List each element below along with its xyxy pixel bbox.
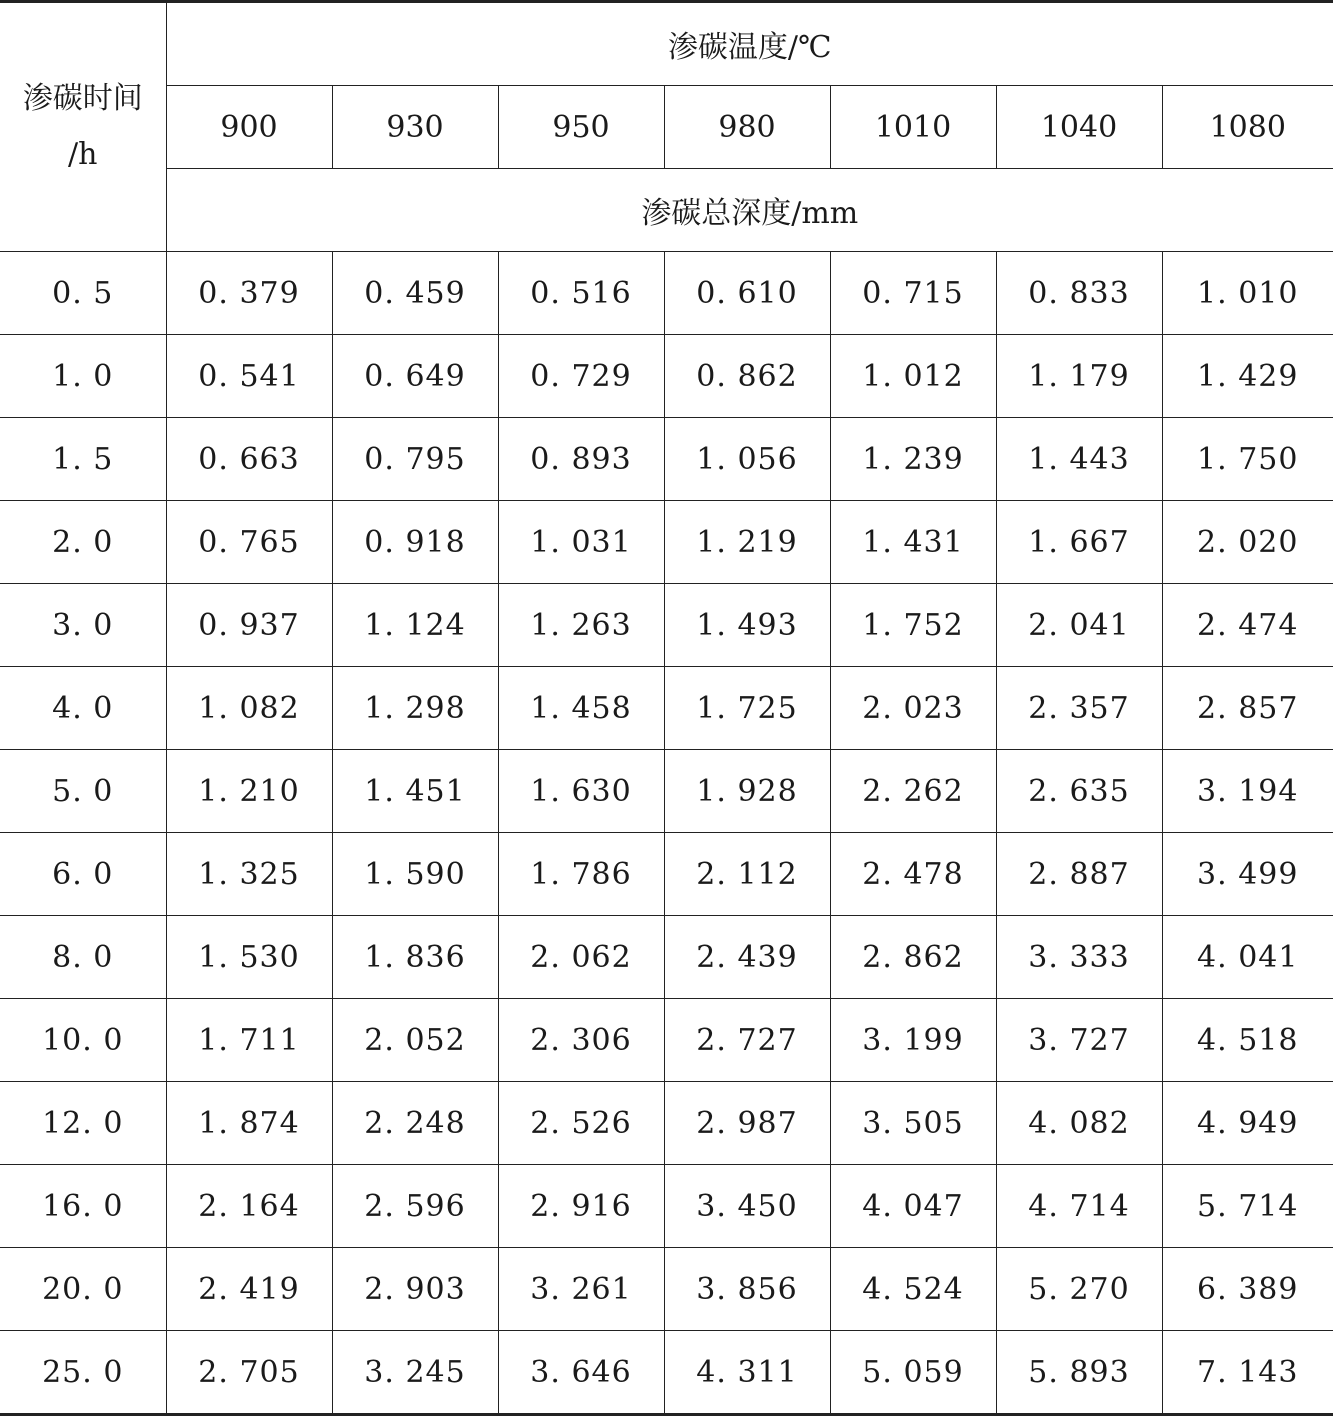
depth-cell: 2. 887	[996, 833, 1162, 916]
table-row	[0, 1331, 1333, 1415]
header-row-temperature	[0, 2, 1333, 86]
depth-cell: 4. 311	[664, 1331, 830, 1415]
time-cell: 1. 5	[0, 418, 166, 501]
depth-cell: 1. 590	[332, 833, 498, 916]
time-cell: 1. 0	[0, 335, 166, 418]
depth-cell: 1. 124	[332, 584, 498, 667]
depth-cell: 1. 836	[332, 916, 498, 999]
depth-cell: 2. 439	[664, 916, 830, 999]
depth-cell: 1. 630	[498, 750, 664, 833]
depth-cell: 1. 239	[830, 418, 996, 501]
temperature-cell: 900	[166, 86, 332, 169]
time-cell: 6. 0	[0, 833, 166, 916]
depth-cell: 3. 333	[996, 916, 1162, 999]
depth-cell: 0. 765	[166, 501, 332, 584]
temperature-cell: 950	[498, 86, 664, 169]
time-cell: 12. 0	[0, 1082, 166, 1165]
depth-cell: 0. 893	[498, 418, 664, 501]
depth-cell: 6. 389	[1162, 1248, 1333, 1331]
depth-cell: 1. 179	[996, 335, 1162, 418]
depth-cell: 0. 459	[332, 252, 498, 335]
depth-cell: 3. 856	[664, 1248, 830, 1331]
depth-cell: 2. 052	[332, 999, 498, 1082]
temperature-cell: 1080	[1162, 86, 1333, 169]
depth-cell: 0. 649	[332, 335, 498, 418]
depth-cell: 5. 893	[996, 1331, 1162, 1415]
time-cell: 20. 0	[0, 1248, 166, 1331]
table-row	[0, 418, 1333, 501]
depth-cell: 1. 928	[664, 750, 830, 833]
depth-cell: 5. 714	[1162, 1165, 1333, 1248]
time-cell: 0. 5	[0, 252, 166, 335]
temperature-cell: 930	[332, 86, 498, 169]
depth-cell: 2. 857	[1162, 667, 1333, 750]
depth-cell: 1. 325	[166, 833, 332, 916]
depth-cell: 3. 199	[830, 999, 996, 1082]
depth-cell: 1. 752	[830, 584, 996, 667]
depth-cell: 2. 023	[830, 667, 996, 750]
row-header-line-1: 渗碳时间	[22, 81, 143, 116]
depth-cell: 1. 012	[830, 335, 996, 418]
depth-cell: 2. 419	[166, 1248, 332, 1331]
table-row	[0, 335, 1333, 418]
depth-cell: 1. 750	[1162, 418, 1333, 501]
depth-cell: 2. 164	[166, 1165, 332, 1248]
header-row-depth	[0, 169, 1333, 252]
row-header-line-2: /h	[68, 137, 98, 172]
depth-cell: 2. 041	[996, 584, 1162, 667]
depth-cell: 1. 443	[996, 418, 1162, 501]
table-row	[0, 833, 1333, 916]
depth-cell: 1. 530	[166, 916, 332, 999]
depth-cell: 1. 010	[1162, 252, 1333, 335]
time-cell: 16. 0	[0, 1165, 166, 1248]
time-cell: 25. 0	[0, 1331, 166, 1415]
depth-cell: 3. 194	[1162, 750, 1333, 833]
table-row	[0, 1082, 1333, 1165]
header-row-temperature-values	[0, 86, 1333, 169]
depth-cell: 7. 143	[1162, 1331, 1333, 1415]
depth-cell: 1. 031	[498, 501, 664, 584]
depth-cell: 5. 059	[830, 1331, 996, 1415]
depth-cell: 1. 429	[1162, 335, 1333, 418]
depth-cell: 0. 795	[332, 418, 498, 501]
depth-cell: 4. 082	[996, 1082, 1162, 1165]
depth-cell: 1. 431	[830, 501, 996, 584]
time-cell: 4. 0	[0, 667, 166, 750]
depth-cell: 1. 493	[664, 584, 830, 667]
depth-cell: 2. 248	[332, 1082, 498, 1165]
depth-cell: 0. 541	[166, 335, 332, 418]
depth-cell: 2. 635	[996, 750, 1162, 833]
time-cell: 5. 0	[0, 750, 166, 833]
table-row	[0, 999, 1333, 1082]
depth-cell: 2. 862	[830, 916, 996, 999]
table-row	[0, 1165, 1333, 1248]
depth-cell: 2. 020	[1162, 501, 1333, 584]
depth-cell: 1. 711	[166, 999, 332, 1082]
table-row	[0, 252, 1333, 335]
depth-cell: 1. 219	[664, 501, 830, 584]
temperature-cell: 1010	[830, 86, 996, 169]
depth-cell: 1. 874	[166, 1082, 332, 1165]
depth-cell: 2. 987	[664, 1082, 830, 1165]
depth-cell: 0. 862	[664, 335, 830, 418]
depth-cell: 2. 526	[498, 1082, 664, 1165]
depth-cell: 2. 727	[664, 999, 830, 1082]
time-cell: 2. 0	[0, 501, 166, 584]
table-body	[0, 2, 1333, 1415]
depth-cell: 2. 474	[1162, 584, 1333, 667]
depth-cell: 4. 518	[1162, 999, 1333, 1082]
depth-cell: 0. 729	[498, 335, 664, 418]
time-cell: 10. 0	[0, 999, 166, 1082]
temperature-cell: 980	[664, 86, 830, 169]
temperature-header: 渗碳温度/℃	[166, 2, 1333, 86]
depth-cell: 0. 516	[498, 252, 664, 335]
depth-cell: 0. 715	[830, 252, 996, 335]
depth-cell: 3. 245	[332, 1331, 498, 1415]
row-header-time	[0, 2, 166, 252]
depth-cell: 2. 262	[830, 750, 996, 833]
depth-cell: 0. 833	[996, 252, 1162, 335]
depth-cell: 4. 047	[830, 1165, 996, 1248]
depth-cell: 1. 082	[166, 667, 332, 750]
depth-cell: 2. 596	[332, 1165, 498, 1248]
depth-cell: 3. 450	[664, 1165, 830, 1248]
time-cell: 3. 0	[0, 584, 166, 667]
depth-cell: 1. 056	[664, 418, 830, 501]
depth-cell: 0. 918	[332, 501, 498, 584]
depth-cell: 4. 524	[830, 1248, 996, 1331]
table-row	[0, 584, 1333, 667]
depth-cell: 1. 786	[498, 833, 664, 916]
depth-cell: 3. 505	[830, 1082, 996, 1165]
depth-cell: 2. 306	[498, 999, 664, 1082]
depth-cell: 4. 949	[1162, 1082, 1333, 1165]
table-row	[0, 750, 1333, 833]
depth-cell: 0. 663	[166, 418, 332, 501]
depth-cell: 1. 725	[664, 667, 830, 750]
depth-cell: 0. 937	[166, 584, 332, 667]
depth-cell: 1. 298	[332, 667, 498, 750]
depth-cell: 0. 379	[166, 252, 332, 335]
depth-cell: 2. 916	[498, 1165, 664, 1248]
depth-cell: 2. 357	[996, 667, 1162, 750]
depth-cell: 2. 112	[664, 833, 830, 916]
table-row	[0, 1248, 1333, 1331]
depth-cell: 2. 903	[332, 1248, 498, 1331]
temperature-cell: 1040	[996, 86, 1162, 169]
time-cell: 8. 0	[0, 916, 166, 999]
depth-cell: 5. 270	[996, 1248, 1162, 1331]
depth-cell: 3. 646	[498, 1331, 664, 1415]
depth-cell: 1. 210	[166, 750, 332, 833]
depth-cell: 4. 714	[996, 1165, 1162, 1248]
table-row	[0, 501, 1333, 584]
depth-cell: 2. 705	[166, 1331, 332, 1415]
depth-cell: 3. 727	[996, 999, 1162, 1082]
depth-cell: 1. 263	[498, 584, 664, 667]
depth-cell: 4. 041	[1162, 916, 1333, 999]
depth-cell: 1. 451	[332, 750, 498, 833]
table-row	[0, 667, 1333, 750]
depth-cell: 0. 610	[664, 252, 830, 335]
depth-header: 渗碳总深度/mm	[166, 169, 1333, 252]
depth-cell: 3. 499	[1162, 833, 1333, 916]
depth-cell: 3. 261	[498, 1248, 664, 1331]
depth-cell: 1. 667	[996, 501, 1162, 584]
depth-cell: 2. 478	[830, 833, 996, 916]
depth-cell: 2. 062	[498, 916, 664, 999]
depth-cell: 1. 458	[498, 667, 664, 750]
table-row	[0, 916, 1333, 999]
